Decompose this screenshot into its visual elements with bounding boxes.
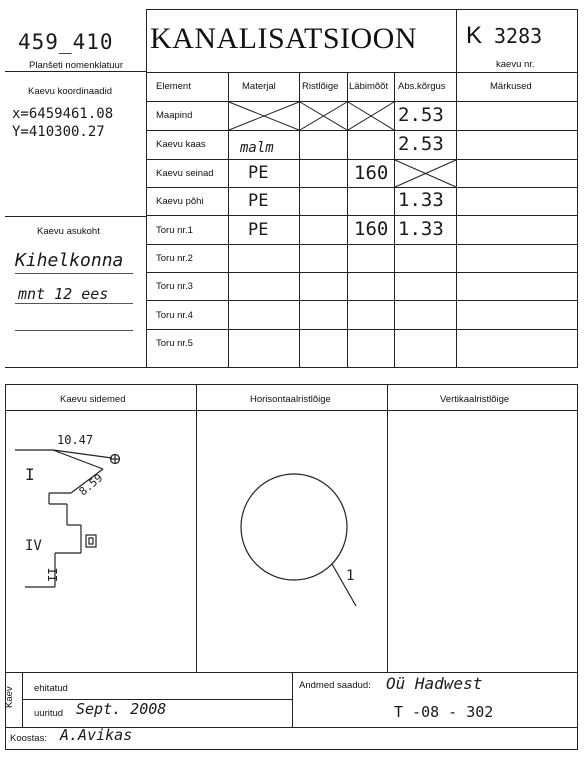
- section-vertical-label: Vertikaalristlõige: [440, 394, 510, 405]
- row-label: Toru nr.5: [156, 338, 193, 349]
- row-label: Toru nr.4: [156, 310, 193, 321]
- col-header-labimoot: Läbimõõt: [349, 81, 389, 92]
- lower-top-border: [5, 384, 578, 385]
- coord-y: Y=410300.27: [12, 124, 105, 140]
- section-ties-label: Kaevu sidemed: [60, 394, 126, 405]
- col-header-abs: Abs.kõrgus: [398, 81, 446, 92]
- map-number-label: Planšeti nomenklatuur: [29, 60, 123, 71]
- abs-value: 1.33: [398, 189, 444, 211]
- materjal-value: PE: [248, 191, 269, 211]
- abs-value: 2.53: [398, 133, 444, 155]
- page-title: KANALISATSIOON: [150, 22, 417, 55]
- row-label: Toru nr.2: [156, 253, 193, 264]
- abs-value: 2.53: [398, 104, 444, 126]
- well-number: 3283: [494, 24, 543, 48]
- well-number-prefix: K: [466, 22, 483, 49]
- tie-distance-1: 10.47: [57, 433, 94, 447]
- author-label: Koostas:: [10, 733, 47, 744]
- row-label: Toru nr.3: [156, 281, 193, 292]
- horizontal-section-sketch: [196, 410, 387, 672]
- lower-right-border: [577, 384, 578, 749]
- row-label: Kaevu seinad: [156, 168, 214, 179]
- col-header-materjal: Materjal: [242, 81, 276, 92]
- col-header-ristloige: Ristlõige: [302, 81, 339, 92]
- surveyed-value: Sept. 2008: [76, 700, 167, 718]
- surveyed-label: uuritud: [34, 708, 64, 719]
- row-label: Maapind: [156, 110, 193, 121]
- row-label: Kaevu põhi: [156, 196, 204, 207]
- materjal-value: PE: [248, 220, 269, 240]
- row-label: Kaevu kaas: [156, 139, 206, 150]
- footer-side-label: Kaev: [4, 686, 15, 708]
- built-label: ehitatud: [34, 683, 68, 694]
- lower-col-divider-2: [387, 384, 388, 673]
- location-line-2: mnt 12 ees: [18, 285, 109, 303]
- tie-distance-2: 8.59: [76, 471, 106, 499]
- labimoot-value: 160: [354, 162, 389, 184]
- materjal-value: malm: [240, 140, 274, 156]
- tie-label-i: I: [25, 465, 35, 484]
- row-label: Toru nr.1: [156, 225, 193, 236]
- data-source-name: Oü Hadwest: [386, 674, 483, 693]
- materjal-value: PE: [248, 163, 269, 183]
- footer-last-line: [5, 749, 578, 750]
- pipe-label: 1: [346, 568, 355, 584]
- section-horizontal-label: Horisontaalristlõige: [250, 394, 331, 405]
- coords-label: Kaevu koordinaadid: [28, 86, 112, 97]
- location-label: Kaevu asukoht: [37, 226, 100, 237]
- tie-label-ii: II: [46, 567, 60, 582]
- ties-sketch: [5, 410, 196, 672]
- location-line-1: Kihelkonna: [15, 250, 124, 271]
- well-number-label: kaevu nr.: [496, 59, 535, 70]
- tie-label-iv: IV: [25, 538, 42, 554]
- coord-x: x=6459461.08: [12, 106, 114, 122]
- data-source-label: Andmed saadud:: [299, 680, 371, 691]
- map-number: 459_410: [18, 30, 114, 54]
- data-source-code: T -08 - 302: [394, 703, 494, 721]
- col-header-element: Element: [156, 81, 191, 92]
- col-header-markused: Märkused: [490, 81, 532, 92]
- crossed-cells: [0, 0, 587, 370]
- labimoot-value: 160: [354, 218, 389, 240]
- footer-mid-divider: [292, 672, 293, 727]
- abs-value: 1.33: [398, 218, 444, 240]
- author-value: A.Avikas: [60, 726, 133, 744]
